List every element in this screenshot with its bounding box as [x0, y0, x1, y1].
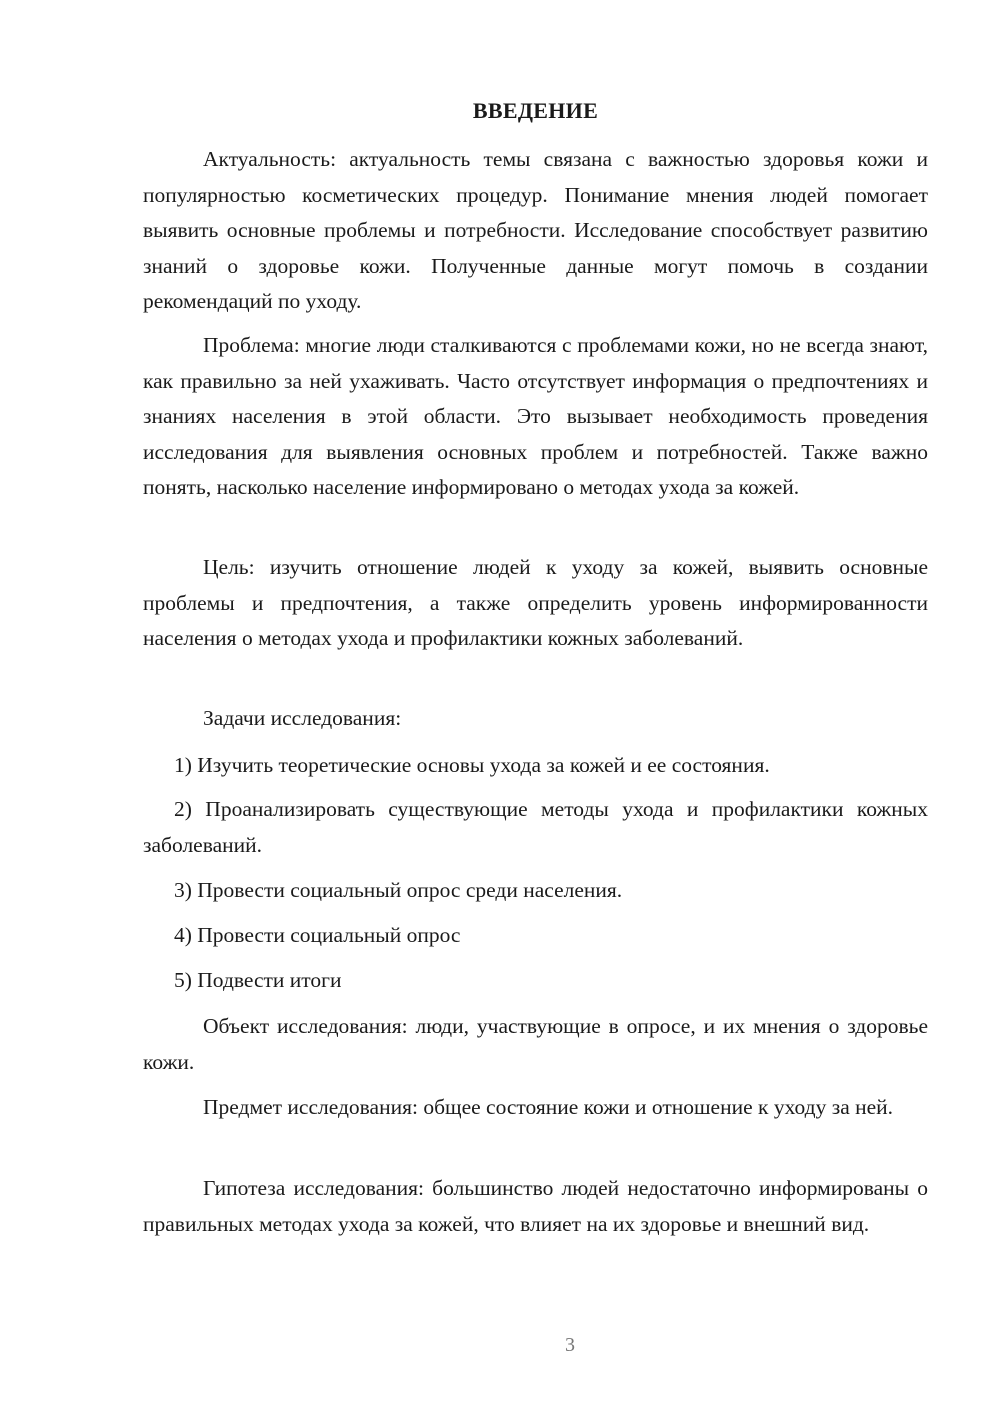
paragraph-relevance: Актуальность: актуальность темы связана с важностью здоровья кожи и популярностью косметических процедур. Понимание мнения людей помогает выявить основные проблемы и потребности. Исследование способствует развитию знаний о здоровье кожи. Полученные данные могут помочь в создании рекомендаций по уходу. — [143, 147, 928, 313]
task-item-3: 3) Провести социальный опрос среди населения. — [174, 878, 623, 902]
paragraph-object: Объект исследования: люди, участвующие в опросе, и их мнения о здоровье кожи. — [143, 1014, 928, 1074]
task-item-4: 4) Провести социальный опрос — [174, 923, 461, 947]
task-item-2: 2) Проанализировать существующие методы ухода и профилактики кожных заболеваний. — [143, 797, 928, 857]
paragraph-goal: Цель: изучить отношение людей к уходу за кожей, выявить основные проблемы и предпочтения, а также определить уровень информированности населения о методах ухода и профилактики кожных заболеваний. — [143, 555, 928, 650]
task-item-5: 5) Подвести итоги — [174, 968, 342, 992]
tasks-heading: Задачи исследования: — [203, 706, 402, 730]
task-item-1: 1) Изучить теоретические основы ухода за кожей и ее состояния. — [174, 753, 770, 777]
page-title: ВВЕДЕНИЕ — [472, 98, 599, 123]
page-number: 3 — [565, 1334, 575, 1356]
paragraph-hypothesis: Гипотеза исследования: большинство людей недостаточно информированы о правильных методах ухода за кожей, что влияет на их здоровье и внешний вид. — [143, 1176, 928, 1236]
paragraph-problem: Проблема: многие люди сталкиваются с проблемами кожи, но не всегда знают, как правильно за ней ухаживать. Часто отсутствует информация о предпочтениях и знаниях населения в этой области. Это вызывает необходимость проведения исследования для выявления основных проблем и потребностей. Также важно понять, насколько население информировано о методах ухода за кожей. — [143, 333, 928, 499]
paragraph-subject: Предмет исследования: общее состояние кожи и отношение к уходу за ней. — [203, 1095, 894, 1119]
